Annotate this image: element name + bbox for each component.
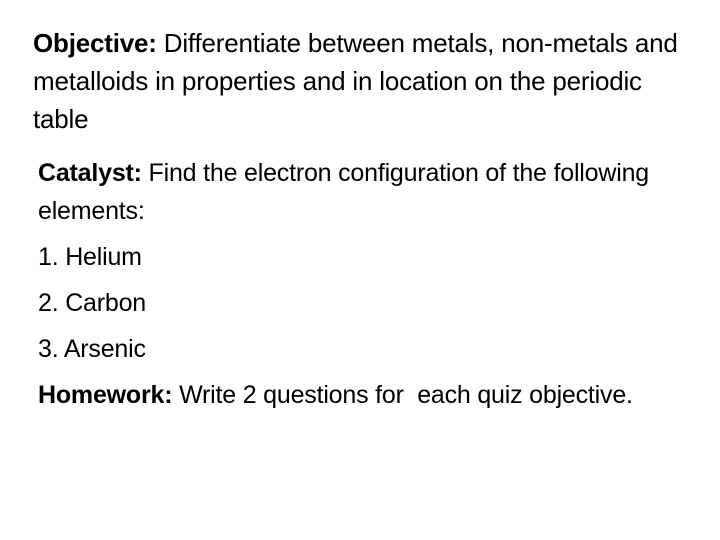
catalyst-label: Catalyst: bbox=[38, 159, 142, 187]
objective-title bbox=[33, 24, 693, 138]
catalyst-item-arsenic: 3. Arsenic bbox=[38, 335, 146, 363]
catalyst-item-carbon: 2. Carbon bbox=[38, 289, 146, 317]
homework-label: Homework: bbox=[38, 381, 173, 409]
objective-text: Differentiate between metals, non-metals and metalloids in properties and in location on the periodic table bbox=[33, 28, 678, 134]
objective-label: Objective: bbox=[33, 28, 157, 58]
catalyst-text: Find the electron configuration of the following elements: bbox=[38, 159, 649, 225]
homework-paragraph bbox=[38, 376, 688, 414]
catalyst-item-helium: 1. Helium bbox=[38, 243, 142, 271]
catalyst-paragraph bbox=[38, 154, 688, 230]
homework-text: Write 2 questions for each quiz objective. bbox=[179, 381, 633, 409]
slide-body bbox=[38, 154, 688, 414]
